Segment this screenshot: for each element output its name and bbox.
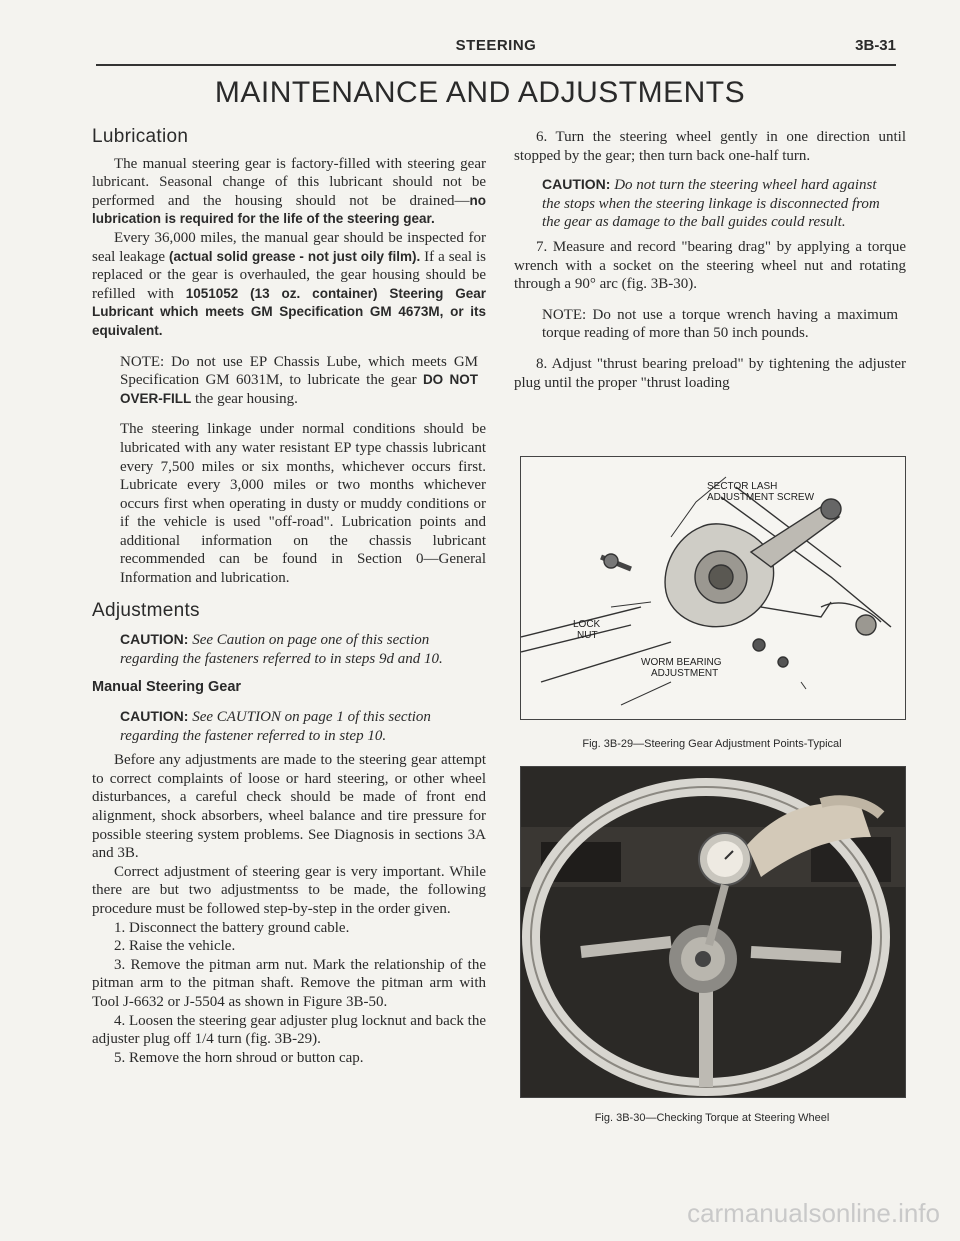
manual-steering-gear-heading: Manual Steering Gear: [92, 679, 242, 696]
lubrication-paragraph-2: [92, 229, 486, 341]
worm-bearing-label-line-1: WORM BEARING: [641, 657, 722, 668]
caution-block-3: [542, 175, 896, 232]
text-run: NOTE: Do not use EP Chassis Lube, which meets GM Specification GM 6031M, to lubricate the gear: [120, 353, 478, 389]
running-head: [96, 34, 896, 66]
page-title: MAINTENANCE AND ADJUSTMENTS: [214, 76, 746, 109]
caution-label: CAUTION:: [120, 631, 189, 648]
lubrication-heading: Lubrication: [92, 126, 189, 147]
emphasis-run: no lubrication is required for the life of the steering gear.: [92, 192, 486, 227]
lock-nut-label-line-1: LOCK: [573, 619, 601, 630]
figure-3b-30-caption: Fig. 3B-30—Checking Torque at Steering Wheel: [594, 1112, 830, 1124]
caution-label: CAUTION:: [120, 708, 189, 725]
adjustments-paragraph-2: Correct adjustment of steering gear is very important. While there are but two adjustmentss to be made, the following procedure must be followed step-by-step in the order given.: [92, 863, 486, 917]
step-7: 7. Measure and record "bearing drag" by applying a torque wrench with a socket on the steering wheel nut and rotating through a 90° arc (fig. 3B-30).: [514, 238, 906, 293]
caution-text: See CAUTION on page 1 of this section regarding the fastener referred to in step 10.: [120, 709, 431, 744]
linkage-paragraph: The steering linkage under normal conditions should be lubricated with any water resistant EP type chassis lubricant every 7,500 miles or six months, whichever occurs first. Lubricate every 3,000 miles or two months whichever occurs first when operating in dusty or muddy conditions or if the vehicle is used "off-road". Lubrication points and additional information on the chassis lubricant recommended can be found in Section 0—General Information and lubrication.: [120, 421, 486, 587]
step-6: 6. Turn the steering wheel gently in one direction until stopped by the gear; then turn back one-half turn.: [514, 129, 906, 164]
caution-block-2: [120, 707, 476, 745]
emphasis-run: (actual solid grease - not just oily film).: [169, 248, 421, 264]
caution-text: Do not turn the steering wheel hard against the stops when the steering linkage is disconnected from the gear as damage to the ball guides could result.: [542, 177, 880, 231]
emphasis-run: 1051052 (13 oz. container) Steering Gear Lubricant which meets GM Specification GM 4673M, or its equivalent.: [92, 285, 486, 338]
adjustments-paragraph-1: Before any adjustments are made to the steering gear attempt to correct complaints of loose or hard steering, or other wheel disturbances, a careful check should be made of front end alignment, shock absorbers, wheel balance and tire pressure for possible steering system problems. See Diagnosis in sections 3A and 3B.: [92, 752, 486, 862]
torque-note: NOTE: Do not use a torque wrench having a maximum torque reading of more than 50 inch pounds.: [542, 306, 898, 342]
worm-bearing-label-line-2: ADJUSTMENT: [651, 668, 719, 679]
page-number: 3B-31: [855, 37, 896, 54]
step-8: 8. Adjust "thrust bearing preload" by tightening the adjuster plug until the proper "thrust loading: [514, 355, 906, 391]
watermark: carmanualsonline.info: [687, 1198, 940, 1228]
step-5: 5. Remove the horn shroud or button cap.: [114, 1049, 364, 1066]
section-title: STEERING: [455, 37, 537, 54]
lock-nut-label-line-2: NUT: [577, 630, 598, 641]
right-column: [514, 128, 906, 392]
lubrication-note: [120, 353, 478, 409]
steering-wheel-photo-illustration: [521, 767, 905, 1097]
lubrication-paragraph-1: [92, 155, 486, 229]
sector-lash-label-line-2: ADJUSTMENT SCREW: [707, 492, 815, 503]
figure-3b-29-caption: Fig. 3B-29—Steering Gear Adjustment Points-Typical: [582, 738, 842, 750]
adjustments-heading: Adjustments: [92, 599, 200, 621]
step-4: 4. Loosen the steering gear adjuster plug locknut and back the adjuster plug off 1/4 turn (fig. 3B-29).: [92, 1012, 486, 1048]
step-2: 2. Raise the vehicle.: [114, 938, 236, 955]
step-3: 3. Remove the pitman arm nut. Mark the relationship of the pitman arm to the pitman shaft. Remove the pitman arm with Tool J-6632 or J-5504 as shown in Figure 3B-50.: [92, 956, 486, 1010]
left-column: [92, 128, 486, 1067]
text-run: The manual steering gear is factory-filled with steering gear lubricant. Seasonal change of this lubricant should not be performed and the housing should not be drained—: [92, 155, 486, 209]
caution-text: See Caution on page one of this section regarding the fasteners referred to in steps 9d and 10.: [120, 632, 443, 667]
text-run: Every 36,000 miles, the manual gear should be inspected for seal leakage: [92, 229, 486, 265]
steering-gear-figure: [520, 456, 906, 720]
text-run: the gear housing.: [191, 390, 298, 407]
sector-lash-label-line-1: SECTOR LASH: [707, 481, 778, 492]
caution-label: CAUTION:: [542, 176, 611, 193]
text-run: If a seal is replaced or the gear is overhauled, the gear housing should be refilled with: [92, 248, 486, 302]
caution-block: [120, 630, 476, 668]
step-1: 1. Disconnect the battery ground cable.: [114, 919, 350, 936]
steering-wheel-photo: [520, 766, 906, 1098]
emphasis-run: DO NOT OVER-FILL: [120, 372, 479, 406]
